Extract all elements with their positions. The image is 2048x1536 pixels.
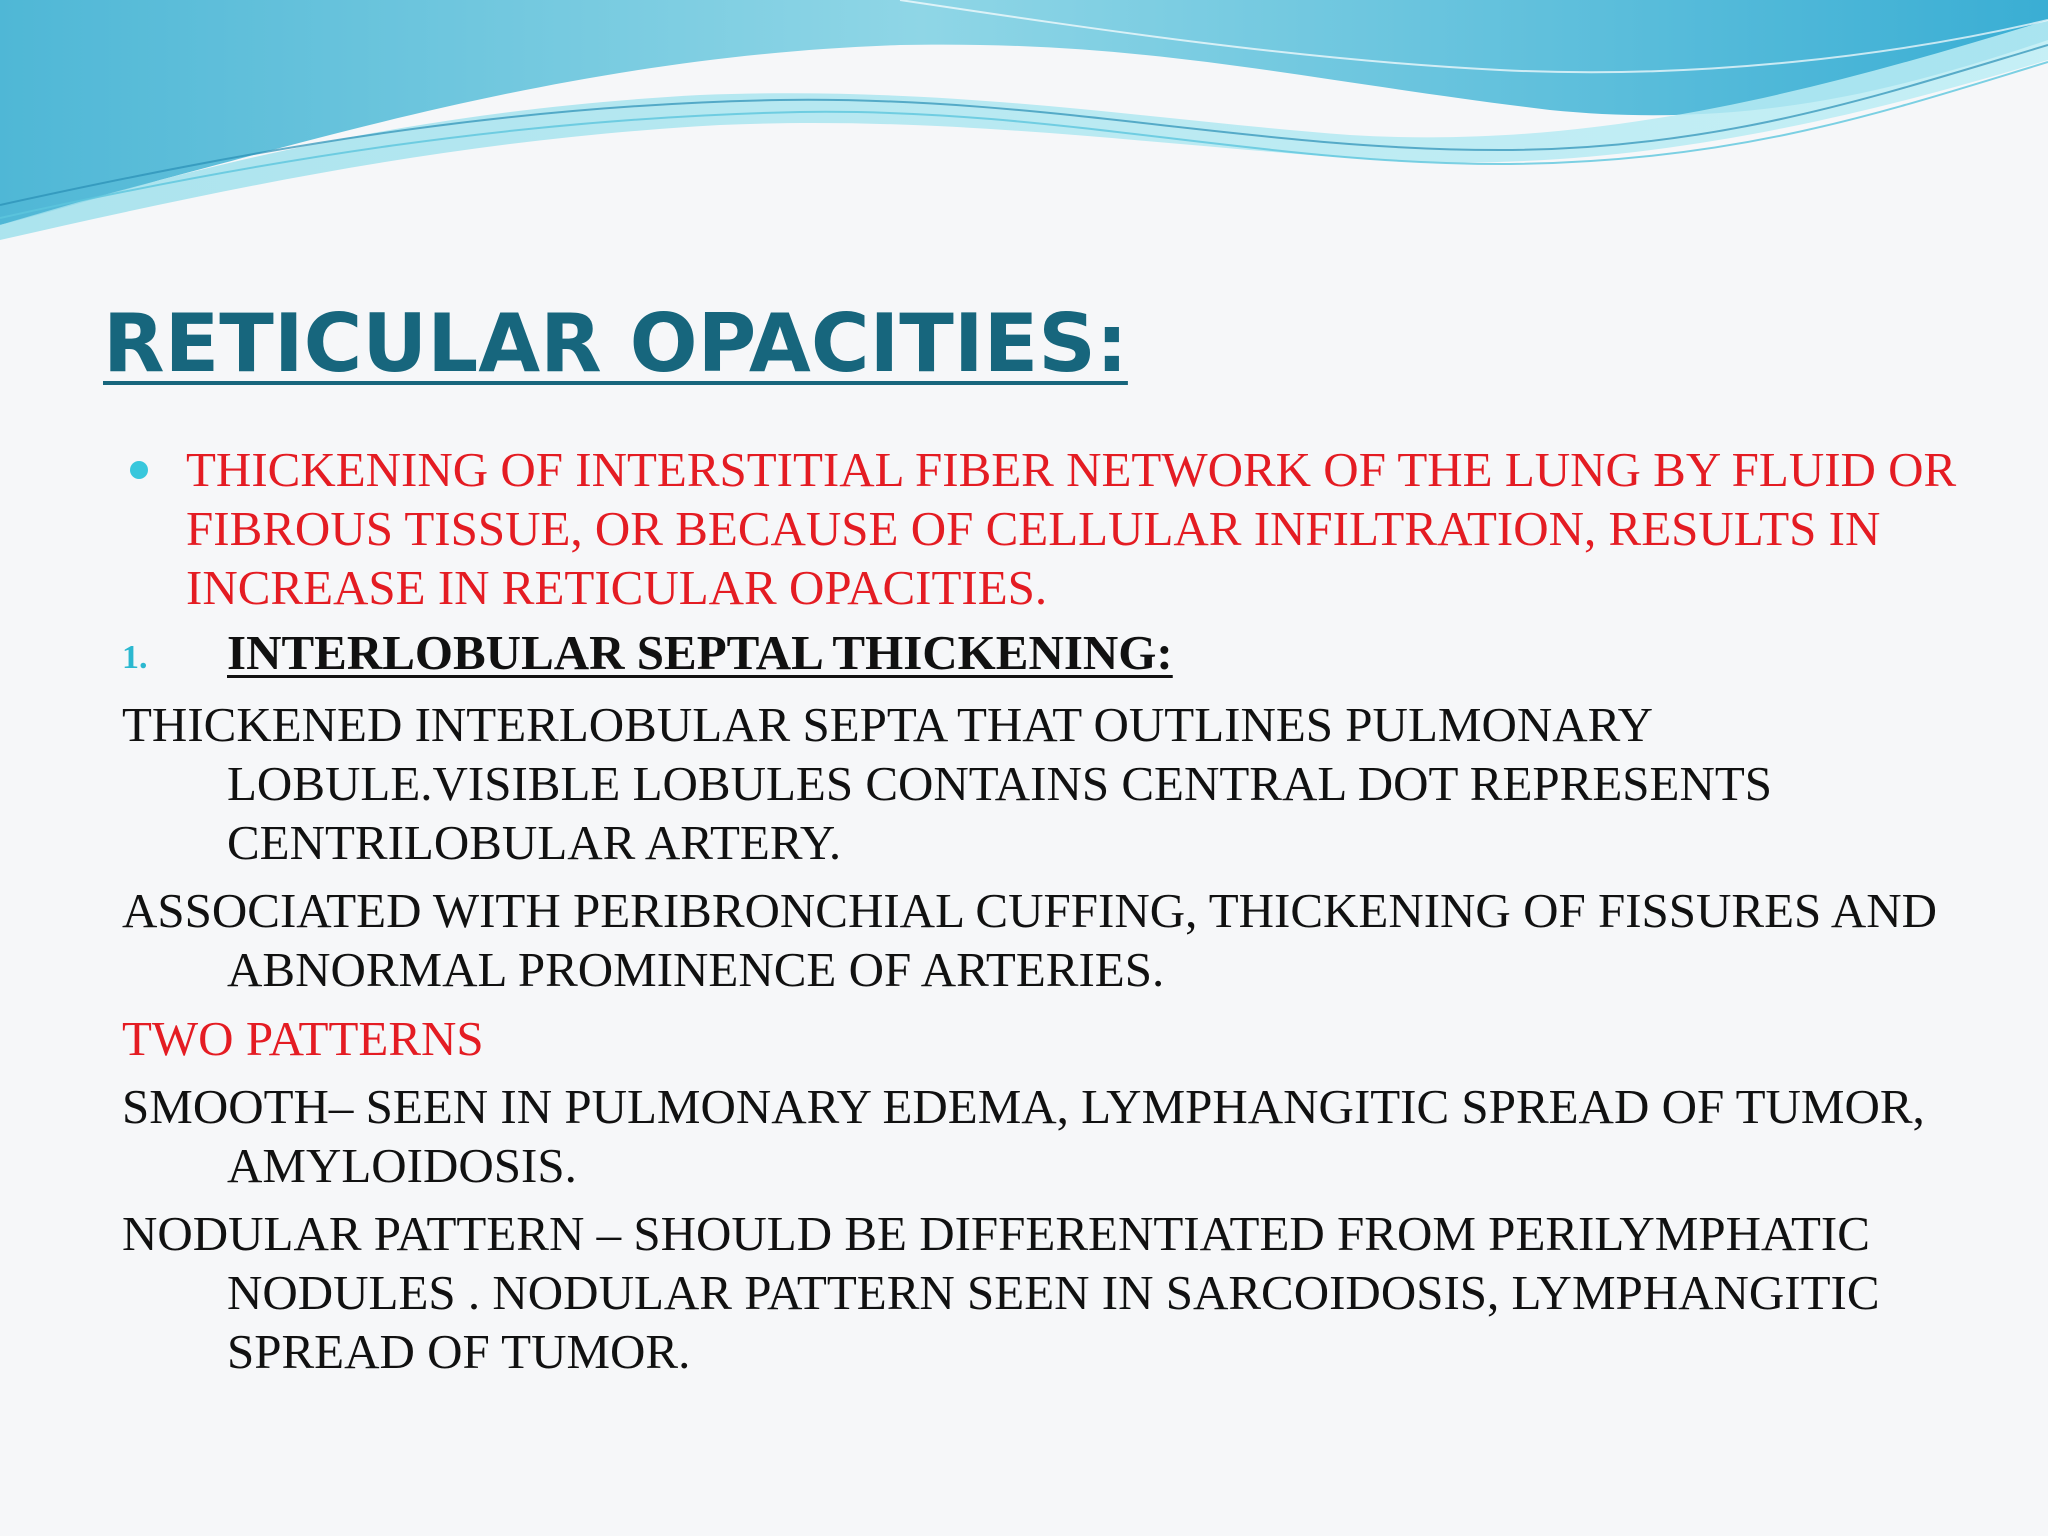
numbered-item [122, 623, 2002, 682]
list-number: 1. [122, 639, 148, 676]
paragraph-smooth: SMOOTH– SEEN IN PULMONARY EDEMA, LYMPHANGITIC SPREAD OF TUMOR, AMYLOIDOSIS. [122, 1079, 1925, 1193]
paragraph-septa: THICKENED INTERLOBULAR SEPTA THAT OUTLINES PULMONARY LOBULE.VISIBLE LOBULES CONTAINS CENTRAL DOT REPRESENTS CENTRILOBULAR ARTERY. [122, 697, 1773, 870]
paragraph-nodular: NODULAR PATTERN – SHOULD BE DIFFERENTIATED FROM PERILYMPHATIC NODULES . NODULAR PATTERN SEEN IN SARCOIDOSIS, LYMPHANGITIC SPREAD OF TUMOR. [122, 1206, 1880, 1379]
slide-body [122, 440, 2002, 1381]
bullet-item [122, 440, 2002, 617]
decorative-wave-banner [0, 0, 2048, 260]
paragraph-associated: ASSOCIATED WITH PERIBRONCHIAL CUFFING, THICKENING OF FISSURES AND ABNORMAL PROMINENCE OF ARTERIES. [122, 883, 1937, 997]
slide-title: RETICULAR OPACITIES: [103, 297, 1128, 390]
section-heading: INTERLOBULAR SEPTAL THICKENING: [227, 625, 1173, 680]
bullet-text: THICKENING OF INTERSTITIAL FIBER NETWORK OF THE LUNG BY FLUID OR FIBROUS TISSUE, OR BECAUSE OF CELLULAR INFILTRATION, RESULTS IN INCREASE IN RETICULAR OPACITIES. [186, 442, 1957, 615]
bullet-dot-icon [130, 461, 148, 479]
paragraph-two-patterns: TWO PATTERNS [122, 1011, 484, 1066]
